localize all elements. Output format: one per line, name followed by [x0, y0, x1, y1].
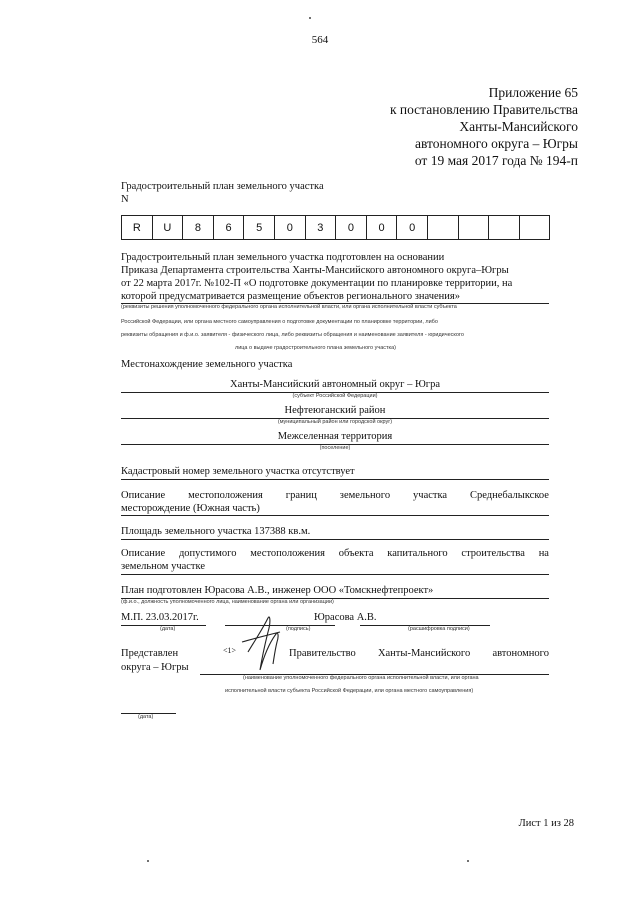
word: Описание — [121, 548, 166, 559]
caption: Российской Федерации, или органа местного самоуправления о подготовке документации по планировке территории, либо — [121, 319, 438, 325]
word: Описание — [121, 490, 166, 501]
location-title: Местонахождение земельного участка — [121, 359, 293, 370]
appendix-line: автономного округа – Югры — [415, 136, 578, 151]
code-cell: 5 — [244, 215, 275, 240]
code-cell: 0 — [397, 215, 428, 240]
mp-date: М.П. 23.03.2017г. — [121, 612, 199, 623]
word: строительства — [461, 548, 525, 559]
prepared-line: Градостроительный план земельного участка подготовлен на основании — [121, 252, 445, 263]
plan-number-grid — [121, 215, 550, 240]
caption: (реквизиты решения уполномоченного федерального органа исполнительной власти, или органа исполнительной власти субъекта — [121, 304, 457, 310]
caption: (дата) — [138, 714, 154, 720]
code-cell: 0 — [275, 215, 306, 240]
appendix-line: Приложение 65 — [488, 85, 578, 100]
scan-speck — [147, 860, 149, 862]
signature-image — [240, 612, 288, 674]
appendix-header — [390, 84, 578, 169]
scan-speck — [309, 17, 311, 19]
caption: (муниципальный район или городской округ) — [277, 419, 393, 425]
word: Правительство — [289, 648, 356, 659]
sheet-counter: Лист 1 из 28 — [518, 818, 574, 829]
underline — [121, 574, 549, 575]
caption: (субъект Российской Федерации) — [292, 393, 378, 399]
word: земельного — [339, 490, 391, 501]
area: Площадь земельного участка 137388 кв.м. — [121, 526, 311, 537]
word: допустимого — [178, 548, 237, 559]
caption: (расшифровка подписи) — [408, 626, 470, 632]
cadastral-number: Кадастровый номер земельного участка отсутствует — [121, 466, 355, 477]
location-district: Нефтеюганский район — [284, 405, 386, 416]
prepared-by: План подготовлен Юрасова А.В., инженер ООО «Томскнефтепроект» — [121, 585, 434, 596]
code-cell — [489, 215, 520, 240]
caption: (дата) — [160, 626, 176, 632]
presented-label: Представлен — [121, 648, 179, 659]
caption: (наименование уполномоченного федерального органа исполнительной власти, или органа — [243, 675, 479, 681]
code-cell — [428, 215, 459, 240]
caption: лица о выдаче градостроительного плана земельного участка) — [235, 345, 396, 351]
caption: (поселение) — [319, 445, 351, 451]
caption: реквизиты обращения и ф.и.о. заявителя - физического лица, либо реквизиты обращения и наименование заявителя - юридического — [121, 332, 464, 338]
code-cell: 0 — [367, 215, 398, 240]
code-cell: 8 — [183, 215, 214, 240]
code-cell — [459, 215, 490, 240]
presented-line — [289, 648, 549, 659]
code-cell: 3 — [306, 215, 337, 240]
plan-n-label: N — [121, 194, 129, 205]
caption: (подпись) — [286, 626, 311, 632]
description-line2: месторождение (Южная часть) — [121, 503, 260, 514]
allowed-line — [121, 548, 549, 559]
underline — [121, 539, 549, 540]
word: местоположения — [188, 490, 263, 501]
appendix-line: от 19 мая 2017 года № 194-п — [414, 153, 578, 168]
word: объекта — [338, 548, 374, 559]
word: на — [538, 548, 549, 559]
page-number: 564 — [311, 34, 329, 46]
word: местоположения — [250, 548, 325, 559]
underline — [121, 479, 549, 480]
code-cell: 6 — [214, 215, 245, 240]
word: участка — [413, 490, 448, 501]
word: капитального — [387, 548, 448, 559]
underline — [121, 515, 549, 516]
caption: исполнительной власти субъекта Российской Федерации, или органа местного самоуправления) — [225, 688, 474, 694]
prepared-line: которой предусматривается размещение объектов регионального значения» — [121, 291, 460, 302]
appendix-line: Ханты-Мансийского — [459, 119, 578, 134]
word: автономного — [492, 648, 549, 659]
word: Ханты-Мансийского — [377, 648, 471, 659]
description-line — [121, 490, 549, 501]
presented-line2: округа – Югры — [121, 662, 189, 673]
signer-name: Юрасова А.В. — [314, 612, 377, 623]
word: границ — [285, 490, 317, 501]
caption: (ф.и.о., должность уполномоченного лица, наименование органа или организации) — [121, 599, 334, 605]
code-cell — [520, 215, 551, 240]
prepared-line: Приказа Департамента строительства Ханты-Мансийского автономного округа–Югры — [121, 265, 509, 276]
footnote-marker: <1> — [223, 646, 237, 655]
prepared-line: от 22 марта 2017г. №102-П «О подготовке документации по планировке территории, на — [121, 278, 513, 289]
word: Среднебалыкское — [470, 490, 549, 501]
allowed-line2: земельном участке — [121, 561, 206, 572]
location-subject: Ханты-Мансийский автономный округ – Югра — [230, 379, 440, 390]
appendix-line: к постановлению Правительства — [389, 102, 578, 117]
code-cell: 0 — [336, 215, 367, 240]
code-cell: R — [122, 215, 153, 240]
code-cell: U — [153, 215, 184, 240]
plan-title: Градостроительный план земельного участка — [121, 181, 324, 192]
scan-speck — [467, 860, 469, 862]
location-settlement: Межселенная территория — [277, 431, 393, 442]
